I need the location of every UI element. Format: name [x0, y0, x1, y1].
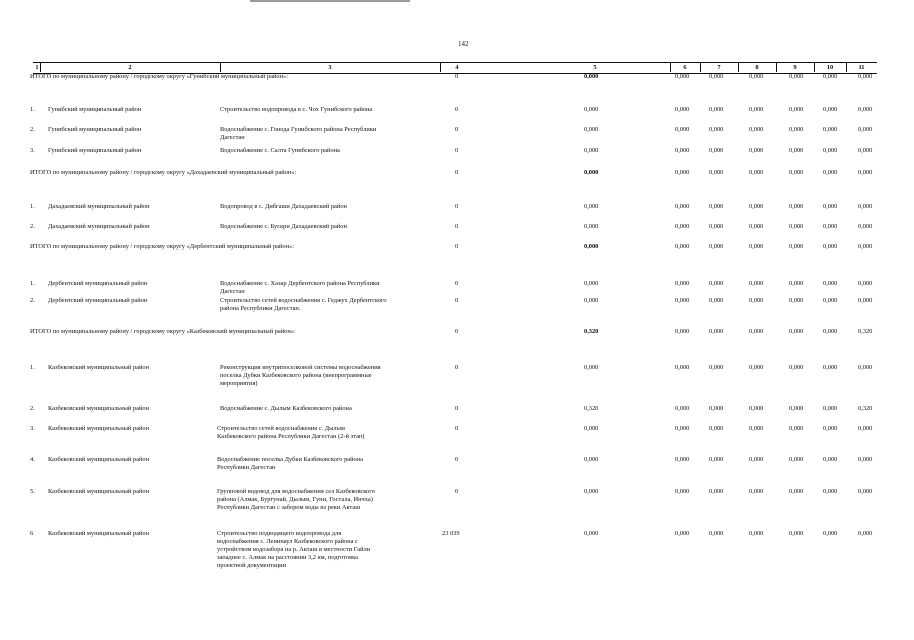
- column-header-7: 7: [717, 64, 721, 71]
- total-cell-7: 0,000: [709, 73, 724, 80]
- row-cell-7: 0,000: [709, 280, 724, 287]
- row-cell-8: 0,000: [749, 456, 764, 463]
- row-cell-7: 0,000: [709, 223, 724, 230]
- total-cell-6: 0,000: [675, 73, 690, 80]
- total-cell-4: 0: [455, 169, 459, 176]
- total-cell-9: 0,000: [789, 243, 804, 250]
- total-cell-11: 0,320: [858, 328, 873, 335]
- row-number: 4.: [30, 456, 35, 463]
- row-cell-9: 0,000: [789, 405, 804, 412]
- row-cell-6: 0,000: [675, 488, 690, 495]
- total-cell-11: 0,000: [858, 169, 873, 176]
- total-cell-4: 0: [455, 328, 459, 335]
- page-number: 142: [458, 40, 469, 48]
- row-cell-10: 0,000: [823, 364, 838, 371]
- row-cell-4: 0: [455, 488, 459, 495]
- row-cell-6: 0,000: [675, 203, 690, 210]
- total-cell-10: 0,000: [823, 73, 838, 80]
- column-header-8: 8: [755, 64, 759, 71]
- row-number: 5.: [30, 488, 35, 495]
- row-district: Казбековский муниципальный район: [48, 456, 150, 463]
- row-cell-8: 0,000: [749, 297, 764, 304]
- column-header-5: 5: [593, 64, 597, 71]
- total-cell-9: 0,000: [789, 169, 804, 176]
- total-label: ИТОГО по муниципальному району / городскому округу «Дахадаевский муниципальный район»:: [30, 169, 297, 176]
- row-object: Строительство сетей водоснабжения с. Геджух Дербентского района Республики Дагестан.: [220, 297, 387, 312]
- row-cell-9: 0,000: [789, 297, 804, 304]
- row-cell-5: 0,000: [584, 147, 599, 154]
- row-object: Водоснабжение с. Гонода Гунибского района Республики Дагестан: [220, 126, 377, 141]
- row-cell-10: 0,000: [823, 530, 838, 537]
- row-cell-7: 0,000: [709, 488, 724, 495]
- row-cell-7: 0,000: [709, 203, 724, 210]
- row-cell-5: 0,000: [584, 297, 599, 304]
- row-cell-6: 0,000: [675, 297, 690, 304]
- row-cell-5: 0,000: [584, 456, 599, 463]
- row-cell-6: 0,000: [675, 530, 690, 537]
- row-cell-6: 0,000: [675, 223, 690, 230]
- row-cell-7: 0,000: [709, 147, 724, 154]
- row-cell-4: 0: [455, 280, 459, 287]
- row-number: 1.: [30, 364, 35, 371]
- total-cell-8: 0,000: [749, 328, 764, 335]
- row-object: Водоснабжение с. Хазар Дербентского района Республики Дагестан: [220, 280, 380, 295]
- row-cell-10: 0,000: [823, 425, 838, 432]
- row-cell-4: 0: [455, 106, 459, 113]
- total-cell-8: 0,000: [749, 73, 764, 80]
- row-cell-11: 0,000: [858, 364, 873, 371]
- row-cell-9: 0,000: [789, 147, 804, 154]
- row-cell-11: 0,000: [858, 530, 873, 537]
- row-district: Гунибский муниципальный район: [48, 106, 142, 113]
- row-cell-8: 0,000: [749, 405, 764, 412]
- column-header-9: 9: [793, 64, 797, 71]
- row-cell-11: 0,320: [858, 405, 873, 412]
- row-cell-11: 0,000: [858, 147, 873, 154]
- row-cell-7: 0,000: [709, 530, 724, 537]
- column-header-10: 10: [826, 64, 834, 71]
- total-cell-10: 0,000: [823, 328, 838, 335]
- row-district: Казбековский муниципальный район: [48, 405, 150, 412]
- row-cell-5: 0,000: [584, 530, 599, 537]
- row-district: Дербентский муниципальный район: [48, 280, 148, 287]
- row-cell-11: 0,000: [858, 425, 873, 432]
- row-cell-7: 0,000: [709, 405, 724, 412]
- row-number: 3.: [30, 425, 35, 432]
- scan-edge-mark: [250, 0, 410, 2]
- row-cell-4: 0: [455, 364, 459, 371]
- total-cell-4: 0: [455, 243, 459, 250]
- row-object: Строительство сетей водоснабжения с. Дылым Казбековского района Республики Дагестан (2-й этап): [217, 425, 365, 440]
- row-district: Гунибский муниципальный район: [48, 147, 142, 154]
- row-cell-5: 0,000: [584, 106, 599, 113]
- row-cell-11: 0,000: [858, 280, 873, 287]
- row-cell-7: 0,000: [709, 297, 724, 304]
- column-header-11: 11: [858, 64, 865, 71]
- row-cell-11: 0,000: [858, 488, 873, 495]
- row-number: 2.: [30, 405, 35, 412]
- row-cell-10: 0,000: [823, 488, 838, 495]
- row-cell-7: 0,000: [709, 456, 724, 463]
- row-cell-5: 0,000: [584, 280, 599, 287]
- row-cell-11: 0,000: [858, 126, 873, 133]
- total-cell-10: 0,000: [823, 169, 838, 176]
- row-district: Казбековский муниципальный район: [48, 530, 150, 537]
- row-cell-8: 0,000: [749, 126, 764, 133]
- row-cell-10: 0,000: [823, 147, 838, 154]
- row-object: Водоснабжение с. Бускри Дахадаевский район: [220, 223, 347, 230]
- row-cell-5: 0,000: [584, 203, 599, 210]
- row-district: Казбековский муниципальный район: [48, 488, 150, 495]
- column-header-1: 1: [35, 64, 39, 71]
- row-cell-8: 0,000: [749, 280, 764, 287]
- row-cell-6: 0,000: [675, 364, 690, 371]
- row-object: Водоснабжение с. Дылым Казбековского района: [220, 405, 352, 412]
- row-district: Дахадаевский муниципальный район: [48, 223, 150, 230]
- row-cell-10: 0,000: [823, 106, 838, 113]
- row-cell-9: 0,000: [789, 223, 804, 230]
- total-cell-11: 0,000: [858, 73, 873, 80]
- row-cell-11: 0,000: [858, 456, 873, 463]
- total-cell-5: 0,000: [584, 243, 599, 250]
- row-district: Гунибский муниципальный район: [48, 126, 142, 133]
- row-cell-6: 0,000: [675, 425, 690, 432]
- row-cell-5: 0,000: [584, 425, 599, 432]
- total-cell-7: 0,000: [709, 328, 724, 335]
- row-number: 2.: [30, 126, 35, 133]
- total-cell-6: 0,000: [675, 328, 690, 335]
- row-cell-10: 0,000: [823, 223, 838, 230]
- total-label: ИТОГО по муниципальному району / городскому округу «Дербентский муниципальный район»:: [30, 243, 295, 250]
- row-number: 1.: [30, 106, 35, 113]
- row-cell-8: 0,000: [749, 203, 764, 210]
- row-district: Дербентский муниципальный район: [48, 297, 148, 304]
- row-cell-9: 0,000: [789, 280, 804, 287]
- row-cell-6: 0,000: [675, 147, 690, 154]
- row-cell-8: 0,000: [749, 425, 764, 432]
- row-cell-4: 23 039: [442, 530, 460, 537]
- row-cell-11: 0,000: [858, 106, 873, 113]
- row-cell-6: 0,000: [675, 280, 690, 287]
- row-number: 6: [30, 530, 34, 537]
- row-cell-5: 0,000: [584, 223, 599, 230]
- row-cell-8: 0,000: [749, 530, 764, 537]
- total-cell-9: 0,000: [789, 328, 804, 335]
- row-cell-5: 0,000: [584, 364, 599, 371]
- row-object: Реконструкция внутрипоселковой системы водоснабжения поселка Дубки Казбековского района (внепрограммные мероприятия): [220, 364, 381, 387]
- row-cell-9: 0,000: [789, 425, 804, 432]
- row-cell-10: 0,000: [823, 280, 838, 287]
- row-cell-6: 0,000: [675, 405, 690, 412]
- row-cell-5: 0,320: [584, 405, 599, 412]
- row-number: 1.: [30, 280, 35, 287]
- row-cell-4: 0: [455, 223, 459, 230]
- row-cell-9: 0,000: [789, 456, 804, 463]
- row-object: Групповой водовод для водоснабжения сел Казбековского района (Алмак, Буртунай, Дылым, Гуни, Гостала, Инчха) Республики Дагестан с забором воды из реки Акташ: [217, 488, 375, 511]
- row-number: 2.: [30, 223, 35, 230]
- row-cell-6: 0,000: [675, 126, 690, 133]
- row-cell-9: 0,000: [789, 530, 804, 537]
- row-cell-8: 0,000: [749, 106, 764, 113]
- row-cell-11: 0,000: [858, 297, 873, 304]
- column-header-6: 6: [683, 64, 687, 71]
- column-header-2: 2: [128, 64, 132, 71]
- row-cell-7: 0,000: [709, 364, 724, 371]
- total-cell-9: 0,000: [789, 73, 804, 80]
- row-cell-7: 0,000: [709, 425, 724, 432]
- total-cell-4: 0: [455, 73, 459, 80]
- total-cell-5: 0,000: [584, 73, 599, 80]
- column-header-3: 3: [328, 64, 332, 71]
- row-cell-10: 0,000: [823, 126, 838, 133]
- total-cell-7: 0,000: [709, 169, 724, 176]
- row-number: 1.: [30, 203, 35, 210]
- row-cell-9: 0,000: [789, 126, 804, 133]
- row-cell-9: 0,000: [789, 203, 804, 210]
- total-cell-5: 0,320: [584, 328, 599, 335]
- row-cell-9: 0,000: [789, 106, 804, 113]
- row-cell-4: 0: [455, 147, 459, 154]
- total-cell-6: 0,000: [675, 243, 690, 250]
- row-district: Казбековский муниципальный район: [48, 425, 150, 432]
- total-cell-10: 0,000: [823, 243, 838, 250]
- row-cell-4: 0: [455, 425, 459, 432]
- row-object: Строительство водопровода в с. Чох Гунибского района: [220, 106, 373, 113]
- total-cell-11: 0,000: [858, 243, 873, 250]
- total-cell-7: 0,000: [709, 243, 724, 250]
- row-object: Строительство подводящего водопровода для водоснабжения с. Ленинаул Казбековского района с устройством водозабора на р. Акташ в местности Гайли западнее с. Алмак на расстоянии 3,2 км, подготовка проектной документации: [217, 530, 371, 569]
- row-cell-8: 0,000: [749, 488, 764, 495]
- row-cell-10: 0,000: [823, 297, 838, 304]
- row-object: Водопровод в с. Дибгаши Дахадаевский район: [220, 203, 347, 210]
- row-object: Водоснабжение поселка Дубки Казбековского района Республики Дагестан: [217, 456, 363, 471]
- row-cell-7: 0,000: [709, 126, 724, 133]
- total-cell-8: 0,000: [749, 169, 764, 176]
- row-cell-8: 0,000: [749, 364, 764, 371]
- row-cell-8: 0,000: [749, 223, 764, 230]
- row-cell-11: 0,000: [858, 203, 873, 210]
- row-cell-5: 0,000: [584, 126, 599, 133]
- row-number: 2.: [30, 297, 35, 304]
- row-cell-10: 0,000: [823, 203, 838, 210]
- row-cell-4: 0: [455, 405, 459, 412]
- row-cell-4: 0: [455, 456, 459, 463]
- row-district: Казбековский муниципальный район: [48, 364, 150, 371]
- row-cell-10: 0,000: [823, 456, 838, 463]
- row-cell-5: 0,000: [584, 488, 599, 495]
- row-cell-10: 0,000: [823, 405, 838, 412]
- row-cell-7: 0,000: [709, 106, 724, 113]
- total-label: ИТОГО по муниципальному району / городскому округу «Гунибский муниципальный район»:: [30, 73, 288, 80]
- row-cell-6: 0,000: [675, 456, 690, 463]
- row-cell-9: 0,000: [789, 488, 804, 495]
- total-label: ИТОГО по муниципальному району / городскому округу «Казбековский муниципальный район»:: [30, 328, 296, 335]
- row-number: 3.: [30, 147, 35, 154]
- row-cell-9: 0,000: [789, 364, 804, 371]
- row-cell-11: 0,000: [858, 223, 873, 230]
- row-cell-6: 0,000: [675, 106, 690, 113]
- total-cell-6: 0,000: [675, 169, 690, 176]
- row-cell-4: 0: [455, 203, 459, 210]
- row-object: Водоснабжение с. Салта Гунибского района: [220, 147, 340, 154]
- total-cell-5: 0,000: [584, 169, 599, 176]
- row-cell-4: 0: [455, 126, 459, 133]
- row-cell-4: 0: [455, 297, 459, 304]
- row-district: Дахадаевский муниципальный район: [48, 203, 150, 210]
- row-cell-8: 0,000: [749, 147, 764, 154]
- column-header-4: 4: [455, 64, 459, 71]
- total-cell-8: 0,000: [749, 243, 764, 250]
